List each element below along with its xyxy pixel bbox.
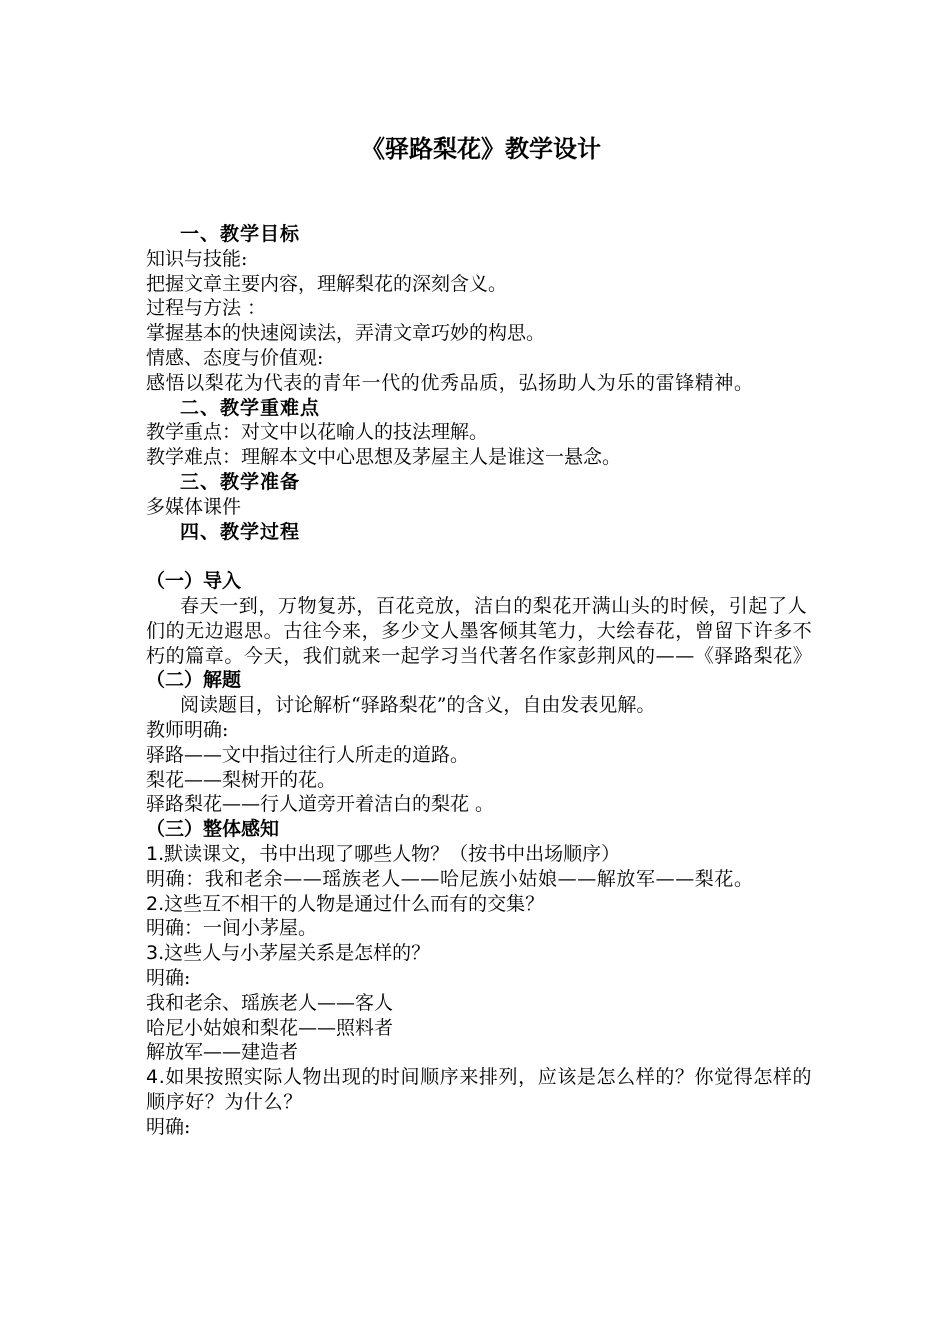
- paragraph: 春天一到，万物复苏，百花竞放，洁白的梨花开满山头的时候，引起了人们的无边遐思。古往今来，多少文人墨客倾其笔力，大绘春花，曾留下许多不朽的篇章。今天，我们就来一起学习当代著名作家彭荆风的——《驿路梨花》: [146, 594, 813, 667]
- question: [146, 1065, 816, 1115]
- answer: 明确：一间小茅屋。: [146, 917, 318, 940]
- section-heading-goals: 一、教学目标: [180, 223, 301, 245]
- question: [146, 892, 816, 917]
- answer: 哈尼小姑娘和梨花——照料者: [146, 1016, 394, 1039]
- paragraph: 教学重点：对文中以花喻人的技法理解。: [146, 421, 489, 444]
- subsection-heading-intro: （一）导入: [146, 570, 242, 593]
- document-title: 《驿路梨花》教学设计: [361, 135, 601, 163]
- question: [146, 842, 816, 867]
- question-number: 1.: [146, 842, 165, 865]
- paragraph: 驿路——文中指过往行人所走的道路。: [146, 743, 470, 766]
- paragraph: 教学难点：理解本文中心思想及茅屋主人是谁这一悬念。: [146, 446, 622, 469]
- section-heading-key-points: 二、教学重难点: [180, 396, 321, 419]
- paragraph: 阅读题目，讨论解析“驿路梨花”的含义，自由发表见解。: [180, 694, 656, 717]
- question-number: 3.: [146, 942, 165, 965]
- paragraph: 梨花——梨树开的花。: [146, 768, 337, 791]
- question-text: 这些互不相干的人物是通过什么而有的交集？: [164, 892, 545, 915]
- spacer: [146, 544, 816, 569]
- paragraph: 过程与方法 ：: [146, 297, 267, 320]
- question-number: 4.: [146, 1066, 166, 1089]
- answer: 明确:: [146, 1115, 191, 1138]
- document-body: [146, 222, 816, 1139]
- section-heading-process: 四、教学过程: [180, 520, 301, 543]
- question-text: 如果按照实际人物出现的时间顺序来排列，应该是怎么样的？你觉得怎样的顺序好？为什么？: [146, 1066, 813, 1113]
- paragraph: 把握文章主要内容，理解梨花的深刻含义。: [146, 272, 508, 295]
- answer: 我和老余、瑶族老人——客人: [146, 991, 394, 1014]
- question-number: 2.: [146, 892, 165, 915]
- question-text: 这些人与小茅屋关系是怎样的？: [164, 942, 431, 965]
- paragraph: 感悟以梨花为代表的青年一代的优秀品质，弘扬助人为乐的雷锋精神。: [146, 371, 754, 394]
- question: [146, 941, 816, 966]
- answer: 明确:: [146, 966, 191, 989]
- answer: 解放军——建造者: [146, 1041, 299, 1064]
- subsection-heading-overview: （三）整体感知: [146, 818, 280, 841]
- question-text: 默读课文，书中出现了哪些人物？（按书中出场顺序）: [164, 842, 621, 865]
- paragraph: 知识与技能:: [146, 247, 248, 270]
- section-heading-preparation: 三、教学准备: [180, 470, 301, 493]
- paragraph: 多媒体课件: [146, 495, 242, 518]
- paragraph: 掌握基本的快速阅读法，弄清文章巧妙的构思。: [146, 322, 546, 345]
- answer: 明确：我和老余——瑶族老人——哈尼族小姑娘——解放军——梨花。: [146, 867, 754, 890]
- paragraph: 驿路梨花——行人道旁开着洁白的梨花 。: [146, 793, 495, 816]
- paragraph: 情感、态度与价值观:: [146, 346, 324, 369]
- paragraph: 教师明确:: [146, 718, 229, 741]
- subsection-heading-title: （二）解题: [146, 669, 242, 692]
